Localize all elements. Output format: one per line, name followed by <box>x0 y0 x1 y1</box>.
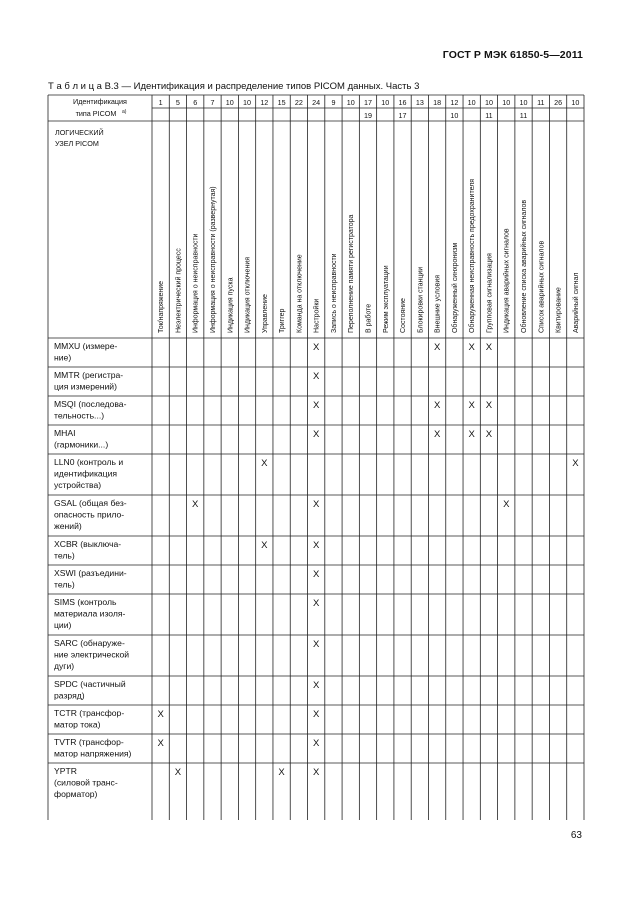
row-label: MHAI <box>54 428 76 438</box>
row-label: матор напряжения) <box>54 748 132 759</box>
column-number: 1 <box>158 98 163 107</box>
column-label: Неэлектрический процесс <box>175 248 183 333</box>
row-label: ние электрической <box>54 649 130 660</box>
column-label: Ток/напряжение <box>158 280 166 333</box>
column-number: 9 <box>331 98 336 107</box>
row-label: XCBR (выключа- <box>54 539 122 549</box>
row-label: TVTR (трансфор- <box>54 737 124 747</box>
mark-x: X <box>433 342 441 353</box>
mark-x: X <box>312 429 320 440</box>
row-label: (гармоники...) <box>54 439 109 450</box>
row-label: SIMS (контроль <box>54 597 117 607</box>
mark-x: X <box>278 767 285 778</box>
mark-x: X <box>485 342 493 353</box>
column-label: Переполнение памяти регистратора <box>348 214 356 333</box>
standard-header: ГОСТ Р МЭК 61850-5—2011 <box>442 49 583 61</box>
mark-x: X <box>312 400 320 411</box>
column-label: Аварийный сигнал <box>572 272 580 333</box>
mark-x: X <box>572 458 579 469</box>
column-label: Режим эксплуатации <box>382 265 390 333</box>
corner-top-line: Идентификация <box>73 97 127 106</box>
column-label: Блокировки станции <box>417 266 425 333</box>
column-number: 24 <box>312 98 321 107</box>
row-label: идентификация <box>54 468 118 479</box>
row-label: материала изоля- <box>54 608 126 619</box>
mark-x: X <box>433 429 441 440</box>
row-label: тель) <box>54 579 75 590</box>
corner-top-line: типа PICOM <box>75 109 117 118</box>
mark-x: X <box>312 738 320 749</box>
column-label: Список аварийных сигналов <box>538 240 546 333</box>
corner-bottom-line: УЗЕЛ PICOM <box>55 139 99 148</box>
mark-x: X <box>174 767 182 778</box>
column-number: 10 <box>243 98 252 107</box>
column-label: В работе <box>365 303 373 333</box>
column-number: 10 <box>346 98 355 107</box>
table-caption: Т а б л и ц а В.3 — Идентификация и распределение типов PICOM данных. Часть 3 <box>48 81 420 92</box>
mark-x: X <box>312 680 320 691</box>
column-label: Индикация аварийных сигналов <box>503 228 511 333</box>
column-label: Внешние условия <box>434 274 442 333</box>
column-number-secondary: 19 <box>364 111 372 120</box>
column-number: 5 <box>175 98 180 107</box>
mark-x: X <box>312 371 320 382</box>
column-label: Квитирование <box>555 287 563 333</box>
column-number: 10 <box>225 98 234 107</box>
column-number: 7 <box>210 98 215 107</box>
mark-x: X <box>312 639 320 650</box>
row-label: GSAL (общая без- <box>54 498 127 508</box>
column-label: Запись о неисправности <box>330 253 338 333</box>
column-number: 16 <box>398 98 407 107</box>
row-label: SPDC (частичный <box>54 679 126 689</box>
mark-x: X <box>312 499 320 510</box>
mark-x: X <box>485 429 493 440</box>
row-label: MMTR (регистра- <box>54 370 124 380</box>
column-label: Триггер <box>279 308 287 333</box>
column-label: Информация о неисправности <box>192 233 200 333</box>
column-number: 22 <box>294 98 303 107</box>
column-number-secondary: 10 <box>450 111 459 120</box>
mark-x: X <box>261 458 268 469</box>
mark-x: X <box>312 709 320 720</box>
mark-x: X <box>261 540 268 551</box>
column-label: Обнаруженный синхронизм <box>451 242 459 333</box>
mark-x: X <box>192 499 199 510</box>
row-label: (силовой транс- <box>54 777 118 788</box>
row-label: жений) <box>54 521 82 531</box>
row-label: опасность прило- <box>54 509 125 520</box>
mark-x: X <box>157 738 164 749</box>
column-label: Состояние <box>400 298 408 333</box>
mark-x: X <box>312 767 320 778</box>
row-label: LLN0 (контроль и <box>54 457 124 467</box>
column-number: 17 <box>364 98 372 107</box>
column-number: 10 <box>381 98 390 107</box>
column-number: 12 <box>260 98 269 107</box>
page-number: 63 <box>570 830 582 841</box>
column-number-secondary: 11 <box>519 111 528 120</box>
column-label: Индикация пуска <box>227 277 235 333</box>
mark-x: X <box>157 709 164 720</box>
mark-x: X <box>433 400 441 411</box>
mark-x: X <box>468 342 475 353</box>
mark-x: X <box>312 540 320 551</box>
row-label: тельность...) <box>54 410 105 421</box>
row-label: TCTR (трансфор- <box>54 708 125 718</box>
column-number: 6 <box>193 98 198 107</box>
row-label: устройства) <box>54 480 102 490</box>
column-label: Индикация отключения <box>244 256 252 333</box>
mark-x: X <box>312 598 320 609</box>
column-label: Обнаруженная неисправность предохранителя <box>469 178 477 333</box>
row-label: MMXU (измере- <box>54 341 118 351</box>
column-number: 10 <box>519 98 528 107</box>
column-number: 12 <box>450 98 459 107</box>
column-number: 11 <box>537 98 545 107</box>
mark-x: X <box>312 569 320 580</box>
row-label: тель) <box>54 550 75 561</box>
row-label: XSWI (разъедини- <box>54 568 127 578</box>
mark-x: X <box>468 429 475 440</box>
column-number: 13 <box>415 98 424 107</box>
column-label: Обновление списка аварийных сигналов <box>521 199 529 333</box>
column-number: 10 <box>467 98 476 107</box>
mark-x: X <box>312 342 320 353</box>
mark-x: X <box>503 499 510 510</box>
column-number: 10 <box>484 98 493 107</box>
column-label: Групповая сигнализация <box>486 253 494 333</box>
row-label: разряд) <box>54 690 85 701</box>
column-number-secondary: 17 <box>398 111 407 120</box>
row-label: YPTR <box>54 766 77 776</box>
column-label: Команда на отключение <box>296 254 304 333</box>
column-number: 15 <box>277 98 286 107</box>
corner-top-sup: a) <box>122 109 127 115</box>
column-number: 10 <box>571 98 580 107</box>
row-label: MSQI (последова- <box>54 399 127 409</box>
row-label: ции) <box>54 620 72 630</box>
column-number: 18 <box>433 98 442 107</box>
row-label: ние) <box>54 352 72 363</box>
column-label: Управление <box>261 294 269 333</box>
column-label: Информация о неисправности (развернутая) <box>209 186 217 333</box>
column-label: Настройки <box>313 298 321 333</box>
corner-bottom-line: ЛОГИЧЕСКИЙ <box>55 128 104 137</box>
mark-x: X <box>485 400 493 411</box>
row-label: форматор) <box>54 789 98 799</box>
column-number: 26 <box>554 98 563 107</box>
row-label: дуги) <box>54 661 75 671</box>
row-label: матор тока) <box>54 719 101 730</box>
row-label: SARC (обнаруже- <box>54 638 125 648</box>
row-label: ция измерений) <box>54 381 117 392</box>
column-number: 10 <box>502 98 511 107</box>
mark-x: X <box>468 400 475 411</box>
column-number-secondary: 11 <box>485 111 493 120</box>
